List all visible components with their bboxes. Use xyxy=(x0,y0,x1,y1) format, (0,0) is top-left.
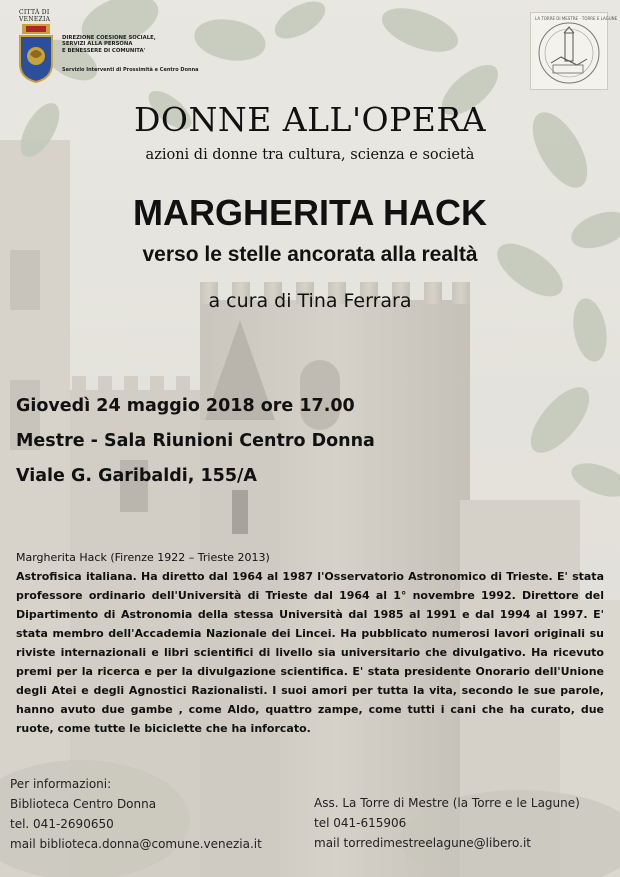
event-place: Mestre - Sala Riunioni Centro Donna xyxy=(16,431,375,451)
curator-credit: a cura di Tina Ferrara xyxy=(208,290,412,312)
header-institution xyxy=(16,10,216,82)
event-date: Giovedì 24 maggio 2018 ore 17.00 xyxy=(16,396,355,416)
venice-crest-icon xyxy=(16,24,56,94)
city-name-line-1: CITTÀ DI xyxy=(19,9,50,16)
city-name xyxy=(19,10,59,23)
association-stamp-logo xyxy=(530,12,618,90)
contact-info-association xyxy=(314,793,580,853)
biography xyxy=(16,548,604,738)
contact-line: Ass. La Torre di Mestre (la Torre e le Lagune) xyxy=(314,796,580,810)
directorate-line: SERVIZI ALLA PERSONA xyxy=(62,41,133,48)
service-name: Servizio Interventi di Prossimità e Centro Donna xyxy=(62,67,199,73)
city-name-line-2: VENEZIA xyxy=(19,15,51,23)
contact-line: Biblioteca Centro Donna xyxy=(10,797,157,811)
contact-phone: tel. 041-2690650 xyxy=(10,817,114,831)
contact-email-link[interactable]: mail biblioteca.donna@comune.venezia.it xyxy=(10,837,262,851)
event-series-subtitle: azioni di donne tra cultura, scienza e società xyxy=(145,147,475,163)
contact-line: Per informazioni: xyxy=(10,777,112,791)
directorate-name xyxy=(62,35,222,54)
event-tagline: verso le stelle ancorata alla realtà xyxy=(142,243,478,266)
stamp-text: LA TORRE DI MESTRE · TORRE E LAGUNE xyxy=(535,16,618,21)
biography-heading: Margherita Hack (Firenze 1922 – Trieste 2013) xyxy=(16,551,270,564)
directorate-line: E BENESSERE DI COMUNITA' xyxy=(62,47,146,54)
stamp-emblem-icon xyxy=(531,13,618,89)
contact-info-library xyxy=(10,774,262,854)
contact-phone: tel 041-615906 xyxy=(314,816,407,830)
contact-email-link[interactable]: mail torredimestreelagune@libero.it xyxy=(314,836,531,850)
event-address: Viale G. Garibaldi, 155/A xyxy=(16,466,257,486)
directorate-line: DIREZIONE COESIONE SOCIALE, xyxy=(62,35,156,41)
speaker-name-title: MARGHERITA HACK xyxy=(133,192,487,233)
biography-text: Astrofisica italiana. Ha diretto dal 1964 al 1987 l'Osservatorio Astronomico di Trieste. E' stata professore ordinario dell'Università di Trieste dal 1964 al 1° novembre 1992. Direttore del Dipartimento di Astronomia della stessa Università dal 1985 al 1991 e dal 1994 al 1997. E' stata membro dell'Accademia Nazionale dei Lincei. Ha pubblicato numerosi lavori originali su riviste internazionali e libri scientifici di livello sia universitario che divulgativo. Ha ricevuto premi per la ricerca e per la divulgazione scientifica. E' stata presidente Onorario dell'Unione degli Atei e degli Agnostici Razionalisti. I suoi amori per tutta la vita, secondo le sue parole, hanno avuto due gambe , come Aldo, quattro zampe, come tutti i cani che ha curato, due ruote, come tutte le biciclette che ha inforcato. xyxy=(16,570,604,735)
event-series-title: DONNE ALL'OPERA xyxy=(133,100,487,139)
